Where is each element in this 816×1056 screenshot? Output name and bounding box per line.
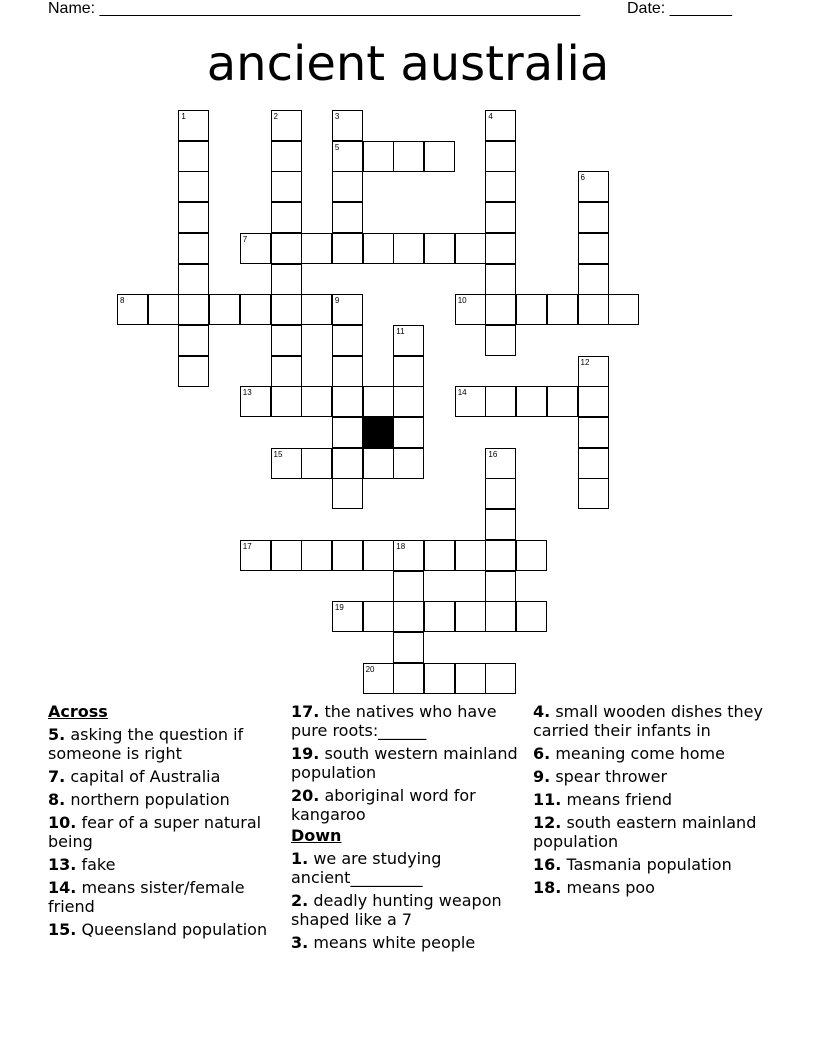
cell-number: 6 [580, 173, 585, 183]
cell-number: 13 [242, 388, 252, 398]
grid-cell[interactable] [578, 386, 609, 417]
grid-cell[interactable] [393, 417, 424, 448]
grid-cell[interactable] [363, 663, 394, 694]
grid-cell[interactable] [485, 509, 516, 540]
clue-text: Queensland population [81, 920, 268, 939]
grid-cell[interactable] [393, 601, 424, 632]
grid-cell[interactable] [485, 110, 516, 141]
clue-text: means white people [313, 933, 476, 952]
clue-across-20 [291, 786, 523, 824]
grid-cell[interactable] [485, 325, 516, 356]
cell-number: 10 [457, 296, 467, 306]
grid-cell[interactable] [485, 540, 516, 571]
clue-number: 20. [291, 786, 320, 805]
cell-number: 19 [334, 603, 344, 613]
clue-column-3 [533, 700, 765, 897]
grid-cell[interactable] [578, 356, 609, 387]
grid-cell[interactable] [301, 294, 332, 325]
clue-number: 1. [291, 849, 309, 868]
clue-text: means friend [566, 790, 673, 809]
clue-text: aboriginal word for kangaroo [291, 786, 476, 824]
clue-number: 3. [291, 933, 309, 952]
grid-cell[interactable] [363, 233, 394, 264]
clue-text: asking the question if someone is right [48, 725, 244, 763]
grid-cell[interactable] [393, 141, 424, 172]
clue-across-10 [48, 813, 280, 851]
cell-number: 18 [396, 541, 406, 551]
grid-cell[interactable] [455, 233, 486, 264]
clue-number: 17. [291, 702, 320, 721]
grid-cell[interactable] [393, 448, 424, 479]
cell-number: 4 [488, 112, 493, 121]
grid-cell[interactable] [178, 141, 209, 172]
grid-cell[interactable] [363, 386, 394, 417]
clue-across-15 [48, 920, 280, 939]
grid-cell[interactable] [424, 233, 455, 264]
grid-cell[interactable] [516, 601, 547, 632]
grid-cell[interactable] [424, 601, 455, 632]
clue-number: 4. [533, 702, 551, 721]
clue-across-7 [48, 767, 280, 786]
grid-cell[interactable] [332, 171, 363, 202]
grid-cell[interactable] [455, 294, 486, 325]
clue-text: means poo [566, 878, 655, 897]
grid-cell[interactable] [178, 202, 209, 233]
grid-cell[interactable] [271, 325, 302, 356]
grid-cell[interactable] [332, 448, 363, 479]
grid-cell[interactable] [301, 540, 332, 571]
grid-cell[interactable] [178, 171, 209, 202]
clue-number: 18. [533, 878, 562, 897]
grid-cell[interactable] [485, 478, 516, 509]
grid-cell[interactable] [271, 386, 302, 417]
grid-cell[interactable] [578, 264, 609, 295]
grid-cell[interactable] [578, 294, 609, 325]
grid-cell[interactable] [240, 540, 271, 571]
grid-cell[interactable] [578, 202, 609, 233]
blocked-cell [363, 417, 394, 448]
clue-number: 6. [533, 744, 551, 763]
grid-cell[interactable] [332, 141, 363, 172]
cell-number: 16 [488, 449, 498, 459]
clue-text: meaning come home [555, 744, 725, 763]
date-field-label: Date: _______ [627, 0, 732, 17]
grid-cell[interactable] [301, 233, 332, 264]
clue-number: 14. [48, 878, 77, 897]
grid-cell[interactable] [578, 233, 609, 264]
grid-cell[interactable] [424, 540, 455, 571]
clue-down-4 [533, 702, 765, 740]
clue-text: northern population [70, 790, 230, 809]
clue-number: 13. [48, 855, 77, 874]
grid-cell[interactable] [363, 448, 394, 479]
clue-text: south eastern mainland population [533, 813, 757, 851]
puzzle-title: ancient australia [206, 36, 610, 92]
cell-number: 12 [580, 357, 590, 367]
cell-number: 17 [242, 541, 252, 551]
grid-cell[interactable] [332, 202, 363, 233]
clue-down-16 [533, 855, 765, 874]
grid-cell[interactable] [393, 233, 424, 264]
grid-cell[interactable] [455, 663, 486, 694]
grid-cell[interactable] [271, 110, 302, 141]
clue-down-3 [291, 933, 523, 952]
grid-cell[interactable] [363, 540, 394, 571]
clue-text: Tasmania population [566, 855, 732, 874]
grid-cell[interactable] [332, 601, 363, 632]
clue-number: 12. [533, 813, 562, 832]
clue-down-12 [533, 813, 765, 851]
grid-cell[interactable] [178, 294, 209, 325]
clue-down-18 [533, 878, 765, 897]
grid-cell[interactable] [148, 294, 179, 325]
clue-text: small wooden dishes they carried their infants in [533, 702, 763, 740]
grid-cell[interactable] [485, 663, 516, 694]
clue-across-19 [291, 744, 523, 782]
grid-cell[interactable] [117, 294, 148, 325]
grid-cell[interactable] [608, 294, 639, 325]
clue-down-1 [291, 849, 523, 887]
clue-text: fear of a super natural being [48, 813, 262, 851]
grid-cell[interactable] [240, 386, 271, 417]
grid-cell[interactable] [301, 448, 332, 479]
grid-cell[interactable] [240, 294, 271, 325]
cell-number: 9 [334, 296, 340, 306]
grid-cell[interactable] [332, 233, 363, 264]
grid-cell[interactable] [516, 540, 547, 571]
cell-number: 11 [396, 326, 405, 336]
grid-cell[interactable] [485, 386, 516, 417]
grid-cell[interactable] [178, 356, 209, 387]
clue-down-9 [533, 767, 765, 786]
grid-cell[interactable] [271, 540, 302, 571]
grid-cell[interactable] [578, 417, 609, 448]
across-heading: Across [48, 702, 108, 721]
grid-cell[interactable] [178, 325, 209, 356]
clue-text: spear thrower [555, 767, 668, 786]
grid-cell[interactable] [271, 356, 302, 387]
clue-text: capital of Australia [70, 767, 221, 786]
grid-cell[interactable] [516, 294, 547, 325]
cell-number: 1 [181, 112, 186, 121]
grid-cell[interactable] [485, 171, 516, 202]
clue-number: 19. [291, 744, 320, 763]
grid-cell[interactable] [485, 141, 516, 172]
clue-across-13 [48, 855, 280, 874]
grid-cell[interactable] [271, 294, 302, 325]
grid-cell[interactable] [332, 110, 363, 141]
grid-cell[interactable] [301, 386, 332, 417]
clue-down-2 [291, 891, 523, 929]
clue-number: 15. [48, 920, 77, 939]
grid-cell[interactable] [393, 540, 424, 571]
clue-number: 7. [48, 767, 66, 786]
grid-cell[interactable] [485, 571, 516, 602]
grid-cell[interactable] [455, 601, 486, 632]
clue-number: 8. [48, 790, 66, 809]
grid-cell[interactable] [393, 386, 424, 417]
clue-down-6 [533, 744, 765, 763]
clue-text: the natives who have pure roots:______ [291, 702, 497, 740]
cell-number: 8 [120, 296, 125, 306]
down-heading: Down [291, 826, 342, 845]
grid-cell[interactable] [424, 141, 455, 172]
grid-cell[interactable] [178, 110, 209, 141]
clue-number: 5. [48, 725, 66, 744]
clue-column-2 [291, 700, 523, 952]
cell-number: 7 [242, 234, 248, 244]
grid-cell[interactable] [271, 448, 302, 479]
clue-across-14 [48, 878, 280, 916]
cell-number: 3 [334, 112, 340, 121]
grid-cell[interactable] [332, 356, 363, 387]
clue-across-17 [291, 702, 523, 740]
grid-cell[interactable] [485, 233, 516, 264]
grid-cell[interactable] [485, 601, 516, 632]
grid-cell[interactable] [485, 264, 516, 295]
grid-cell[interactable] [271, 202, 302, 233]
clue-number: 10. [48, 813, 77, 832]
clue-text: south western mainland population [291, 744, 518, 782]
cell-number: 20 [365, 664, 375, 674]
clue-number: 2. [291, 891, 309, 910]
cell-number: 15 [273, 449, 283, 459]
clue-text: deadly hunting weapon shaped like a 7 [291, 891, 502, 929]
grid-cell[interactable] [455, 386, 486, 417]
grid-cell[interactable] [424, 663, 455, 694]
grid-cell[interactable] [393, 663, 424, 694]
grid-cell[interactable] [363, 141, 394, 172]
grid-cell[interactable] [363, 601, 394, 632]
grid-cell[interactable] [547, 386, 578, 417]
grid-cell[interactable] [547, 294, 578, 325]
clue-across-8 [48, 790, 280, 809]
name-field-label: Name: ______________________________________________________ [48, 0, 581, 17]
grid-cell[interactable] [332, 540, 363, 571]
clue-text: means sister/female friend [48, 878, 245, 916]
clue-number: 11. [533, 790, 562, 809]
clue-number: 16. [533, 855, 562, 874]
grid-cell[interactable] [485, 294, 516, 325]
grid-cell[interactable] [332, 386, 363, 417]
grid-cell[interactable] [209, 294, 240, 325]
grid-cell[interactable] [332, 294, 363, 325]
grid-cell[interactable] [332, 325, 363, 356]
grid-cell[interactable] [332, 417, 363, 448]
cell-number: 2 [273, 112, 278, 121]
grid-cell[interactable] [271, 141, 302, 172]
grid-cell[interactable] [455, 540, 486, 571]
grid-cell[interactable] [516, 386, 547, 417]
clue-text: fake [81, 855, 116, 874]
grid-cell[interactable] [393, 632, 424, 663]
cell-number: 14 [457, 388, 467, 398]
grid-cell[interactable] [271, 171, 302, 202]
grid-cell[interactable] [578, 171, 609, 202]
clue-number: 9. [533, 767, 551, 786]
clue-text: we are studying ancient_________ [291, 849, 442, 887]
grid-cell[interactable] [271, 233, 302, 264]
grid-cell[interactable] [578, 448, 609, 479]
clue-down-11 [533, 790, 765, 809]
grid-cell[interactable] [393, 325, 424, 356]
cell-number: 5 [334, 142, 340, 152]
clue-column-1 [48, 700, 280, 939]
grid-cell[interactable] [485, 202, 516, 233]
grid-cell[interactable] [178, 264, 209, 295]
clue-across-5 [48, 725, 280, 763]
grid-cell[interactable] [178, 233, 209, 264]
grid-cell[interactable] [240, 233, 271, 264]
grid-cell[interactable] [393, 356, 424, 387]
grid-cell[interactable] [271, 264, 302, 295]
grid-cell[interactable] [393, 571, 424, 602]
grid-cell[interactable] [485, 448, 516, 479]
grid-cell[interactable] [332, 478, 363, 509]
grid-cell[interactable] [578, 478, 609, 509]
